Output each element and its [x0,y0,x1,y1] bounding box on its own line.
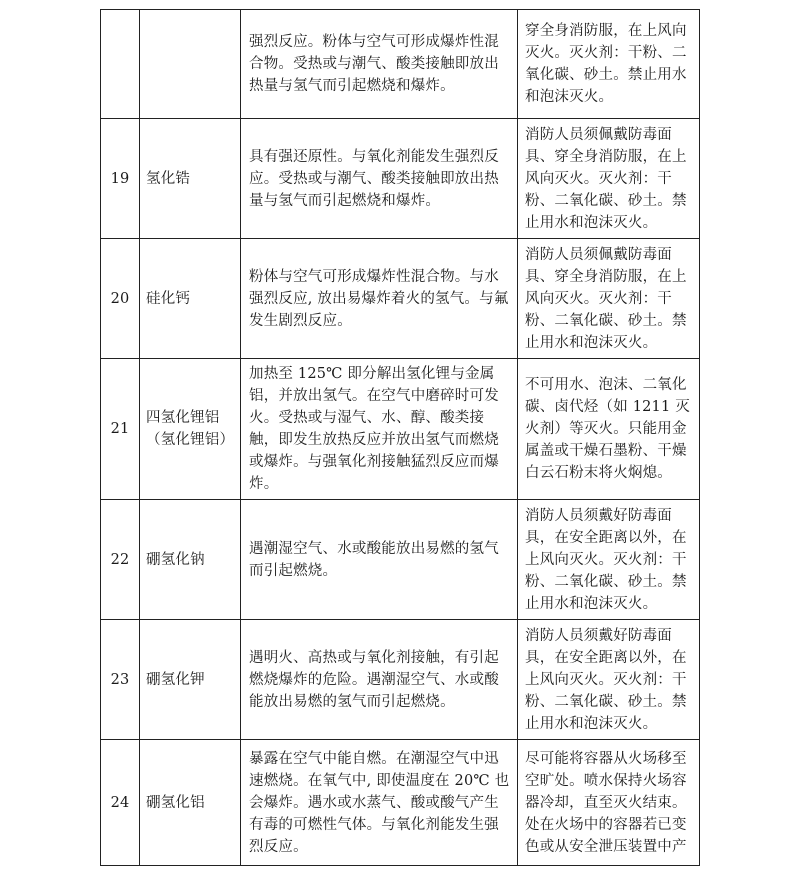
row-number: 24 [101,740,140,866]
hazard-description: 遇明火、高热或与氧化剂接触，有引起燃烧爆炸的危险。遇潮湿空气、水或酸能放出易燃的氢气而引起燃烧。 [241,620,518,740]
firefighting-method: 不可用水、泡沫、二氧化碳、卤代烃（如 1211 灭火剂）等灭火。只能用金属盖或干燥石墨粉、干燥白云石粉末将火焖熄。 [518,359,700,500]
firefighting-method: 消防人员须佩戴防毒面具、穿全身消防服，在上风向灭火。灭火剂：干粉、二氧化碳、砂土。禁止用水和泡沫灭火。 [518,119,700,239]
row-number: 22 [101,500,140,620]
firefighting-method: 穿全身消防服，在上风向灭火。灭火剂：干粉、二氧化碳、砂土。禁止用水和泡沫灭火。 [518,10,700,119]
hazard-description: 加热至 125℃ 即分解出氢化锂与金属铝，并放出氢气。在空气中磨碎时可发火。受热或与湿气、水、醇、酸类接触，即发生放热反应并放出氢气而燃烧或爆炸。与强氧化剂接触猛烈反应而爆炸。 [241,359,518,500]
row-number: 23 [101,620,140,740]
table-row [101,119,700,239]
hazard-description: 具有强还原性。与氧化剂能发生强烈反应。受热或与潮气、酸类接触即放出热量与氢气而引起燃烧和爆炸。 [241,119,518,239]
row-number: 20 [101,239,140,359]
table-row [101,10,700,119]
page-bottom-margin [0,868,793,884]
row-number: 19 [101,119,140,239]
chemical-name: 硼氢化钾 [140,620,241,740]
hazard-table [100,9,700,866]
row-number [101,10,140,119]
hazard-description: 强烈反应。粉体与空气可形成爆炸性混合物。受热或与潮气、酸类接触即放出热量与氢气而引起燃烧和爆炸。 [241,10,518,119]
firefighting-method: 消防人员须佩戴防毒面具、穿全身消防服，在上风向灭火。灭火剂：干粉、二氧化碳、砂土。禁止用水和泡沫灭火。 [518,239,700,359]
table-row [101,740,700,866]
chemical-name: 四氢化锂铝（氢化锂铝） [140,359,241,500]
hazard-description: 暴露在空气中能自燃。在潮湿空气中迅速燃烧。在氧气中, 即使温度在 20℃ 也会爆炸。遇水或水蒸气、酸或酸气产生有毒的可燃性气体。与氧化剂能发生强烈反应。 [241,740,518,866]
chemical-name: 硅化钙 [140,239,241,359]
chemical-name: 硼氢化铝 [140,740,241,866]
firefighting-method: 尽可能将容器从火场移至空旷处。喷水保持火场容器冷却，直至灭火结束。处在火场中的容器若已变色或从安全泄压装置中产 [518,740,700,866]
chemical-name [140,10,241,119]
hazard-description: 遇潮湿空气、水或酸能放出易燃的氢气而引起燃烧。 [241,500,518,620]
row-number: 21 [101,359,140,500]
table-row [101,620,700,740]
table-row [101,500,700,620]
chemical-name: 氢化锆 [140,119,241,239]
firefighting-method: 消防人员须戴好防毒面具，在安全距离以外，在上风向灭火。灭火剂：干粉、二氧化碳、砂土。禁止用水和泡沫灭火。 [518,500,700,620]
table-row [101,359,700,500]
table-row [101,239,700,359]
hazard-description: 粉体与空气可形成爆炸性混合物。与水强烈反应, 放出易爆炸着火的氢气。与氟发生剧烈反应。 [241,239,518,359]
firefighting-method: 消防人员须戴好防毒面具，在安全距离以外，在上风向灭火。灭火剂：干粉、二氧化碳、砂土。禁止用水和泡沫灭火。 [518,620,700,740]
chemical-name: 硼氢化钠 [140,500,241,620]
